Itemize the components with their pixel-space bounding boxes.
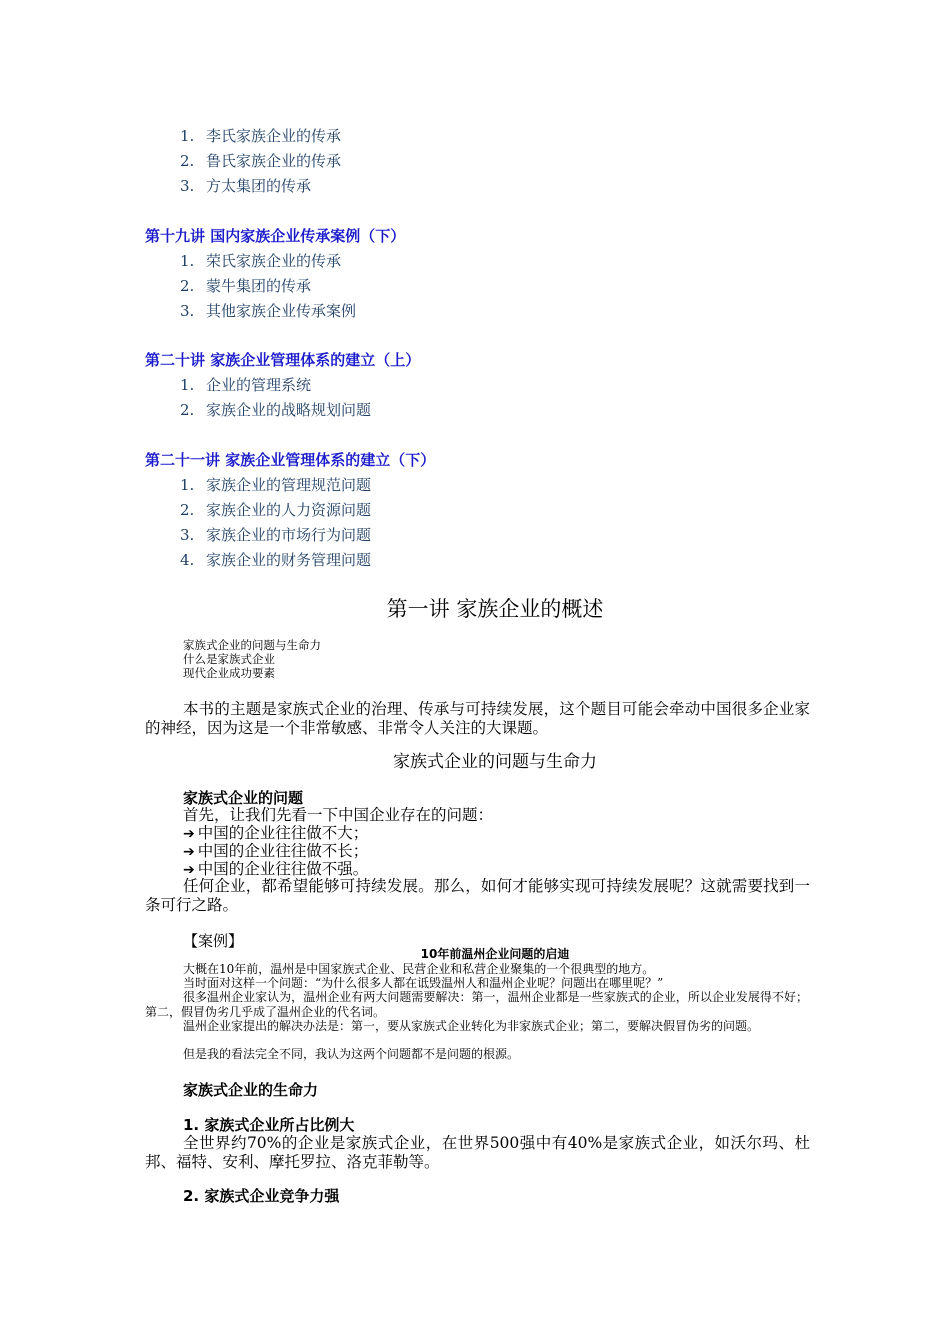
outline-item: 家族式企业的问题与生命力 xyxy=(183,638,321,652)
case-paragraph: 当时面对这样一个问题：“为什么很多人都在诋毁温州人和温州企业呢？问题出在哪里呢？” xyxy=(183,976,664,990)
outline-item: 现代企业成功要素 xyxy=(183,666,275,680)
toc-item[interactable]: 4. 家族企业的财务管理问题 xyxy=(180,551,372,569)
toc-heading-lecture-21[interactable]: 第二十一讲 家族企业管理体系的建立（下） xyxy=(145,451,436,469)
bullet-item: ➔ 中国的企业往往做不长； xyxy=(183,842,369,860)
case-label: 【案例】 xyxy=(183,932,244,950)
point1-paragraph: 全世界约70%的企业是家族式企业，在世界500强中有40%是家族式企业，如沃尔玛、杜邦、福特、安利、摩托罗拉、洛克菲勒等。 xyxy=(145,1134,810,1171)
chapter-outline xyxy=(183,638,321,680)
bullet-item: ➔ 中国的企业往往做不强。 xyxy=(183,860,369,878)
right-arrow-icon: ➔ xyxy=(183,862,195,878)
case-paragraph: 很多温州企业家认为，温州企业有两大问题需要解决：第一，温州企业都是一些家族式的企业，所以企业发展得不好；第二，假冒伪劣几乎成了温州企业的代名词。 xyxy=(145,990,808,1019)
section-title: 家族式企业的问题与生命力 xyxy=(393,752,597,772)
case-title: 10年前温州企业问题的启迪 xyxy=(420,947,570,961)
point2-heading: 2. 家族式企业竞争力强 xyxy=(183,1187,340,1205)
outline-item: 什么是家族式企业 xyxy=(183,652,275,666)
case-paragraph: 但是我的看法完全不同，我认为这两个问题都不是问题的根源。 xyxy=(183,1047,520,1061)
right-arrow-icon: ➔ xyxy=(183,844,195,860)
toc-item[interactable]: 3. 方太集团的传承 xyxy=(180,177,312,195)
toc-item[interactable]: 2. 鲁氏家族企业的传承 xyxy=(180,152,342,170)
bullet-item: ➔ 中国的企业往往做不大； xyxy=(183,824,369,842)
vitality-heading: 家族式企业的生命力 xyxy=(183,1081,319,1099)
toc-item[interactable]: 1. 荣氏家族企业的传承 xyxy=(180,252,342,270)
toc-item[interactable]: 2. 家族企业的人力资源问题 xyxy=(180,501,372,519)
toc-heading-lecture-19[interactable]: 第十九讲 国内家族企业传承案例（下） xyxy=(145,227,406,245)
problems-intro: 首先，让我们先看一下中国企业存在的问题： xyxy=(183,806,494,824)
toc-item[interactable]: 3. 其他家族企业传承案例 xyxy=(180,302,357,320)
toc-item[interactable]: 1. 李氏家族企业的传承 xyxy=(180,127,342,145)
closing-paragraph: 任何企业，都希望能够可持续发展。那么，如何才能够实现可持续发展呢？这就需要找到一条可行之路。 xyxy=(145,877,810,914)
right-arrow-icon: ➔ xyxy=(183,826,195,842)
toc-item[interactable]: 1. 企业的管理系统 xyxy=(180,376,312,394)
toc-item[interactable]: 1. 家族企业的管理规范问题 xyxy=(180,476,372,494)
toc-item[interactable]: 3. 家族企业的市场行为问题 xyxy=(180,526,372,544)
toc-item[interactable]: 2. 家族企业的战略规划问题 xyxy=(180,401,372,419)
toc-item[interactable]: 2. 蒙牛集团的传承 xyxy=(180,277,312,295)
chapter-title: 第一讲 家族企业的概述 xyxy=(386,597,604,621)
case-paragraph: 温州企业家提出的解决办法是：第一，要从家族式企业转化为非家族式企业；第二，要解决假冒伪劣的问题。 xyxy=(183,1019,760,1033)
point1-heading: 1. 家族式企业所占比例大 xyxy=(183,1116,355,1134)
case-paragraph: 大概在10年前，温州是中国家族式企业、民营企业和私营企业聚集的一个很典型的地方。 xyxy=(183,962,655,976)
intro-paragraph: 本书的主题是家族式企业的治理、传承与可持续发展，这个题目可能会牵动中国很多企业家的神经，因为这是一个非常敏感、非常令人关注的大课题。 xyxy=(145,700,810,737)
problems-heading: 家族式企业的问题 xyxy=(183,789,304,807)
toc-heading-lecture-20[interactable]: 第二十讲 家族企业管理体系的建立（上） xyxy=(145,351,421,369)
